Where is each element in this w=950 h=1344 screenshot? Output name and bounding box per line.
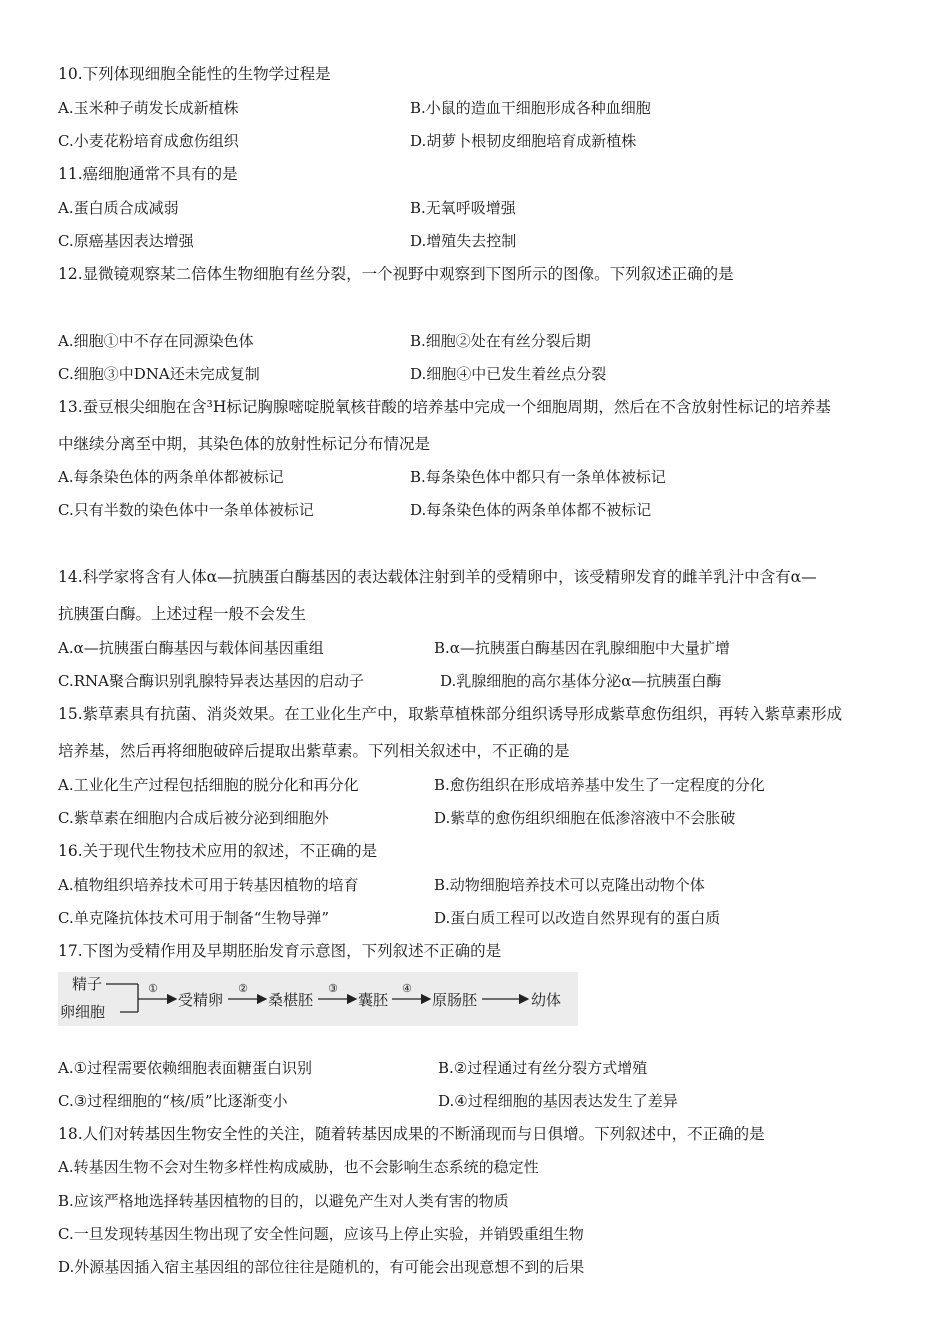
question-11-option-a: A.蛋白质合成减弱 xyxy=(58,199,179,217)
step-2-label: ② xyxy=(238,982,248,995)
question-10-option-a: A.玉米种子萌发长成新植株 xyxy=(58,99,239,117)
label-young: 幼体 xyxy=(531,991,562,1009)
question-18-option-c: C.一旦发现转基因生物出现了安全性问题，应该马上停止实验，并销毁重组生物 xyxy=(58,1225,584,1243)
question-14-stem-line2: 抗胰蛋白酶。上述过程一般不会发生 xyxy=(58,605,307,623)
embryo-development-diagram xyxy=(58,972,578,1026)
step-1-label: ① xyxy=(148,982,158,995)
label-egg: 卵细胞 xyxy=(60,1003,106,1021)
embryo-development-flow xyxy=(58,972,578,1026)
question-16-option-d: D.蛋白质工程可以改造自然界现有的蛋白质 xyxy=(434,909,721,927)
question-11-stem: 11.癌细胞通常不具有的是 xyxy=(58,165,238,183)
question-14-option-d: D.乳腺细胞的高尔基体分泌α—抗胰蛋白酶 xyxy=(440,672,722,690)
question-12-option-d: D.细胞④中已发生着丝点分裂 xyxy=(410,365,607,383)
question-15-option-b: B.愈伤组织在形成培养基中发生了一定程度的分化 xyxy=(434,776,765,794)
question-18-option-b: B.应该严格地选择转基因植物的目的，以避免产生对人类有害的物质 xyxy=(58,1192,509,1210)
label-morula: 桑椹胚 xyxy=(268,991,314,1009)
question-16-option-c: C.单克隆抗体技术可用于制备“生物导弹” xyxy=(58,909,330,927)
label-zygote: 受精卵 xyxy=(178,991,224,1009)
question-13-stem-line2: 中继续分离至中期，其染色体的放射性标记分布情况是 xyxy=(58,435,431,453)
question-13-option-b: B.每条染色体中都只有一条单体被标记 xyxy=(410,468,666,486)
question-13-option-a: A.每条染色体的两条单体都被标记 xyxy=(58,468,284,486)
question-17-option-a: A.①过程需要依赖细胞表面糖蛋白识别 xyxy=(58,1059,313,1077)
question-14-option-c: C.RNA聚合酶识别乳腺特异表达基因的启动子 xyxy=(58,672,364,690)
label-blastula: 囊胚 xyxy=(358,991,389,1009)
question-16-option-a: A.植物组织培养技术可用于转基因植物的培育 xyxy=(58,876,359,894)
label-gastrula: 原肠胚 xyxy=(432,991,478,1009)
question-17-option-c: C.③过程细胞的“核/质”比逐渐变小 xyxy=(58,1092,288,1110)
question-16-option-b: B.动物细胞培养技术可以克隆出动物个体 xyxy=(434,876,705,894)
question-13-option-c: C.只有半数的染色体中一条单体被标记 xyxy=(58,501,314,519)
question-11-option-b: B.无氧呼吸增强 xyxy=(410,199,516,217)
question-10-option-d: D.胡萝卜根韧皮细胞培育成新植株 xyxy=(410,132,637,150)
question-10-option-b: B.小鼠的造血干细胞形成各种血细胞 xyxy=(410,99,651,117)
question-12-option-a: A.细胞①中不存在同源染色体 xyxy=(58,332,254,350)
question-14-option-b: B.α—抗胰蛋白酶基因在乳腺细胞中大量扩增 xyxy=(434,639,730,657)
question-18-option-d: D.外源基因插入宿主基因组的部位往往是随机的，有可能会出现意想不到的后果 xyxy=(58,1258,585,1276)
step-4-label: ④ xyxy=(402,982,412,995)
question-13-option-d: D.每条染色体的两条单体都不被标记 xyxy=(410,501,652,519)
question-12-stem: 12.显微镜观察某二倍体生物细胞有丝分裂，一个视野中观察到下图所示的图像。下列叙述正确的是 xyxy=(58,265,734,283)
question-14-stem-line1: 14.科学家将含有人体α—抗胰蛋白酶基因的表达载体注射到羊的受精卵中，该受精卵发育的雌羊乳汁中含有α— xyxy=(58,568,817,586)
question-10-option-c: C.小麦花粉培育成愈伤组织 xyxy=(58,132,239,150)
question-18-option-a: A.转基因生物不会对生物多样性构成威胁，也不会影响生态系统的稳定性 xyxy=(58,1158,539,1176)
question-17-stem: 17.下图为受精作用及早期胚胎发育示意图，下列叙述不正确的是 xyxy=(58,942,502,960)
question-15-stem-line1: 15.紫草素具有抗菌、消炎效果。在工业化生产中，取紫草植株部分组织诱导形成紫草愈伤组织，再转入紫草素形成 xyxy=(58,705,843,723)
question-12-option-c: C.细胞③中DNA还未完成复制 xyxy=(58,365,260,383)
question-15-option-d: D.紫草的愈伤组织细胞在低渗溶液中不会胀破 xyxy=(434,809,736,827)
question-11-option-d: D.增殖失去控制 xyxy=(410,232,517,250)
question-12-option-b: B.细胞②处在有丝分裂后期 xyxy=(410,332,591,350)
step-3-label: ③ xyxy=(328,982,338,995)
question-17-option-d: D.④过程细胞的基因表达发生了差异 xyxy=(438,1092,678,1110)
question-15-stem-line2: 培养基，然后再将细胞破碎后提取出紫草素。下列相关叙述中，不正确的是 xyxy=(58,742,570,760)
question-10-stem: 10.下列体现细胞全能性的生物学过程是 xyxy=(58,65,331,83)
question-14-option-a: A.α—抗胰蛋白酶基因与载体间基因重组 xyxy=(58,639,324,657)
label-sperm: 精子 xyxy=(72,975,103,993)
question-18-stem: 18.人们对转基因生物安全性的关注，随着转基因成果的不断涌现而与日俱增。下列叙述中，不正确的是 xyxy=(58,1125,765,1143)
question-17-option-b: B.②过程通过有丝分裂方式增殖 xyxy=(438,1059,648,1077)
question-11-option-c: C.原癌基因表达增强 xyxy=(58,232,194,250)
question-13-stem-line1: 13.蚕豆根尖细胞在含³H标记胸腺嘧啶脱氧核苷酸的培养基中完成一个细胞周期，然后在不含放射性标记的培养基 xyxy=(58,398,831,416)
question-16-stem: 16.关于现代生物技术应用的叙述，不正确的是 xyxy=(58,842,378,860)
question-15-option-c: C.紫草素在细胞内合成后被分泌到细胞外 xyxy=(58,809,329,827)
question-15-option-a: A.工业化生产过程包括细胞的脱分化和再分化 xyxy=(58,776,359,794)
